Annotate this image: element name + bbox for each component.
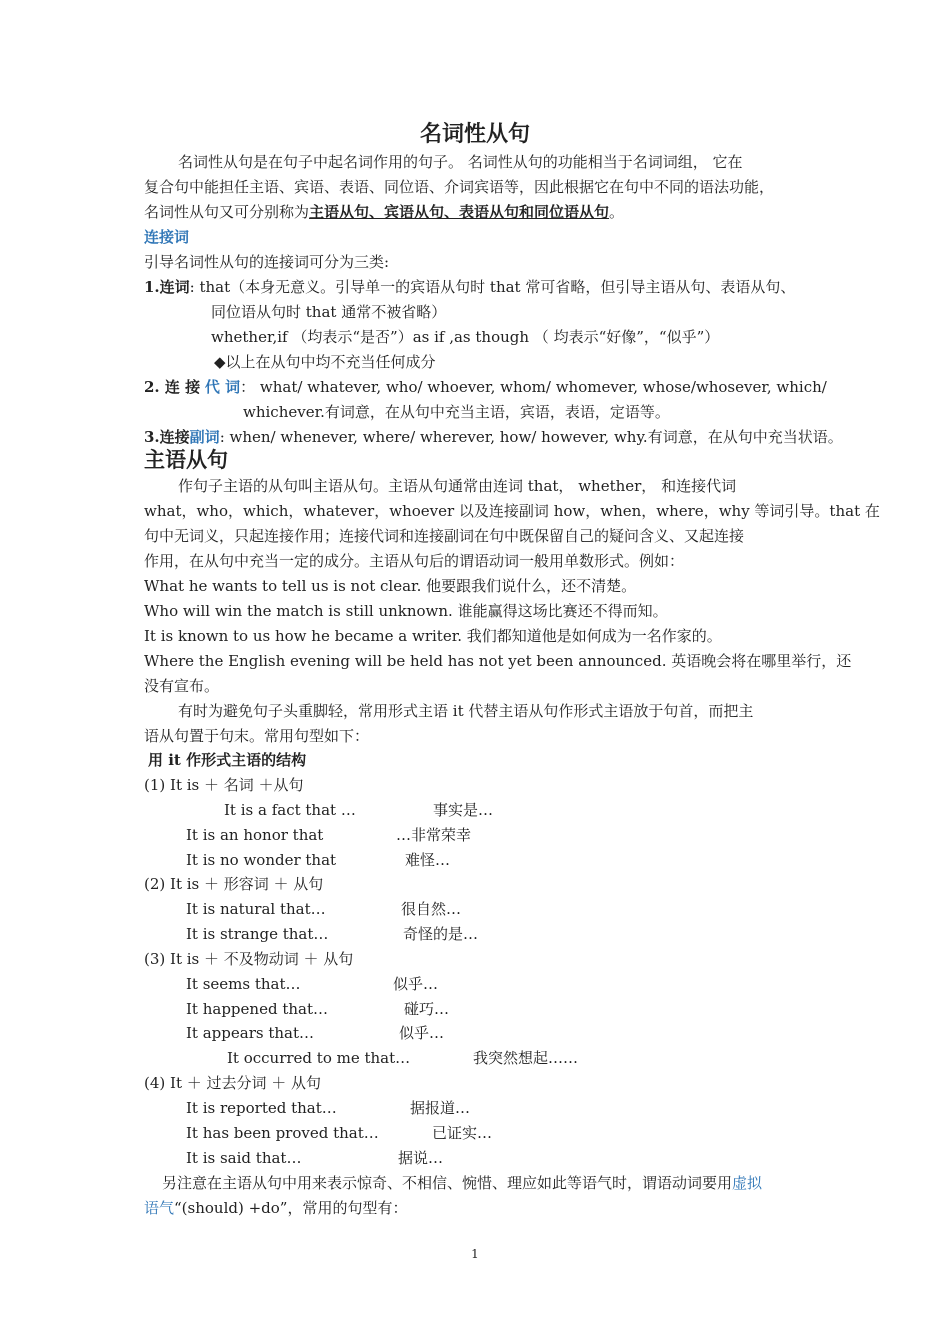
- intro-line-1: 名词性从句是在句子中起名词作用的句子。 名词性从句的功能相当于名词词组， 它在: [178, 153, 743, 171]
- page-title: 名词性从句: [419, 122, 530, 147]
- adverb-label-b: 副词: [189, 428, 220, 446]
- pattern-english: It is strange that…: [186, 925, 329, 943]
- example-line: Where the English evening will be held has not yet been announced. 英语晚会将在哪里举行，还: [144, 652, 852, 670]
- subject-p2-line: 有时为避免句子头重脚轻，常用形式主语 it 代替主语从句作形式主语放于句首，而把主: [178, 702, 754, 720]
- conjunction-cont: 同位语从句时 that 通常不被省略）: [211, 303, 447, 321]
- page-number: 1: [471, 1247, 479, 1261]
- pronoun-text: ： what/ whatever, who/ whoever, whom/ whomever, whose/whosever, which/: [240, 378, 827, 396]
- subjunctive-term: 虚拟: [732, 1174, 763, 1192]
- adverb-label-a: 3.连接: [144, 428, 190, 446]
- conjunction-line: [144, 275, 795, 300]
- adverb-line: [144, 425, 843, 450]
- pattern-english: It is natural that…: [186, 900, 326, 918]
- example-line: It is known to us how he became a writer. 我们都知道他是如何成为一名作家的。: [144, 627, 722, 645]
- pattern-english: It appears that…: [186, 1024, 314, 1042]
- subjunctive-form: “(should) +do”，常用的句型有：: [174, 1199, 408, 1217]
- pattern-chinese: 碰巧…: [404, 1000, 450, 1018]
- pattern-english: It is an honor that: [186, 826, 324, 844]
- pattern-english: It is reported that…: [186, 1099, 337, 1117]
- no-role-note: ◆以上在从句中均不充当任何成分: [214, 353, 436, 371]
- subjunctive-note-line: [162, 1171, 762, 1196]
- connectives-heading: 连接词: [144, 228, 190, 246]
- pattern-english: It seems that…: [186, 975, 301, 993]
- pattern-chinese: 似乎…: [393, 975, 439, 993]
- pattern-head: (1) It is ＋ 名词 ＋从句: [144, 776, 304, 794]
- pattern-chinese: 奇怪的是…: [403, 925, 479, 943]
- pattern-english: It is a fact that …: [224, 801, 356, 819]
- subject-p1-line: 作用，在从句中充当一定的成分。主语从句后的谓语动词一般用单数形式。例如：: [144, 552, 685, 570]
- conjunction-label: 1.连词: [144, 278, 190, 296]
- subjunctive-note-line: [144, 1196, 407, 1221]
- adverb-text: : when/ whenever, where/ wherever, how/ however, why.有词意，在从句中充当状语。: [219, 428, 843, 446]
- pattern-chinese: 很自然…: [401, 900, 462, 918]
- structure-heading: 用 it 作形式主语的结构: [148, 751, 307, 769]
- pronoun-label-a: 2. 连 接: [144, 378, 201, 396]
- subject-p1-line: 作句子主语的从句叫主语从句。主语从句通常由连词 that， whether， 和连接代词: [178, 477, 737, 495]
- pattern-chinese: 难怪…: [405, 851, 451, 869]
- pattern-chinese: 据报道…: [410, 1099, 471, 1117]
- pattern-chinese: 我突然想起……: [473, 1049, 579, 1067]
- whether-if-line: whether,if （均表示“是否”）as if ,as though （ 均表示“好像”，“似乎”）: [211, 328, 720, 346]
- pattern-english: It occurred to me that…: [227, 1049, 411, 1067]
- pattern-head: (3) It is ＋ 不及物动词 ＋ 从句: [144, 950, 354, 968]
- pattern-english: It is said that…: [186, 1149, 302, 1167]
- pronoun-cont: whichever.有词意，在从句中充当主语，宾语，表语，定语等。: [243, 403, 670, 421]
- pattern-chinese: 已证实…: [432, 1124, 493, 1142]
- intro-line-2: 复合句中能担任主语、宾语、表语、同位语、介词宾语等，因此根据它在句中不同的语法功能，: [144, 178, 775, 196]
- subjunctive-term: 语气: [144, 1199, 175, 1217]
- pronoun-label-b: 代 词: [204, 378, 241, 396]
- example-line: 没有宣布。: [144, 677, 220, 695]
- conjunction-text: : that（本身无意义。引导单一的宾语从句时 that 常可省略，但引导主语从句、表语从句、: [189, 278, 796, 296]
- subject-p1-line: what，who，which，whatever，whoever 以及连接副词 how，when，where，why 等词引导。that 在: [144, 502, 880, 520]
- pattern-chinese: …非常荣幸: [396, 826, 472, 844]
- example-line: Who will win the match is still unknown. 谁能赢得这场比赛还不得而知。: [144, 602, 668, 620]
- pattern-english: It has been proved that…: [186, 1124, 379, 1142]
- example-line: What he wants to tell us is not clear. 他要跟我们说什么，还不清楚。: [144, 577, 637, 595]
- pronoun-line: [144, 375, 827, 400]
- pattern-head: (2) It is ＋ 形容词 ＋ 从句: [144, 875, 324, 893]
- subject-p2-line: 语从句置于句末。常用句型如下：: [144, 727, 370, 745]
- subjunctive-note-text: 另注意在主语从句中用来表示惊奇、不相信、惋惜、理应如此等语气时，谓语动词要用: [162, 1174, 733, 1192]
- subject-p1-line: 句中无词义，只起连接作用；连接代词和连接副词在句中既保留自己的疑问含义、又起连接: [144, 527, 745, 545]
- pattern-english: It is no wonder that: [186, 851, 337, 869]
- clause-types-emphasis: 主语从句、宾语从句、表语从句和同位语从句: [309, 203, 610, 221]
- pattern-head: (4) It ＋ 过去分词 ＋ 从句: [144, 1074, 322, 1092]
- section-heading: 主语从句: [144, 448, 228, 472]
- pattern-english: It happened that…: [186, 1000, 328, 1018]
- pattern-chinese: 事实是…: [433, 801, 494, 819]
- pattern-chinese: 据说…: [398, 1149, 444, 1167]
- pattern-chinese: 似乎…: [399, 1024, 445, 1042]
- connectives-lead: 引导名词性从句的连接词可分为三类:: [144, 253, 390, 271]
- intro-text: 名词性从句又可分别称为: [144, 203, 310, 221]
- intro-period: 。: [609, 203, 625, 221]
- intro-line-3: [144, 200, 624, 225]
